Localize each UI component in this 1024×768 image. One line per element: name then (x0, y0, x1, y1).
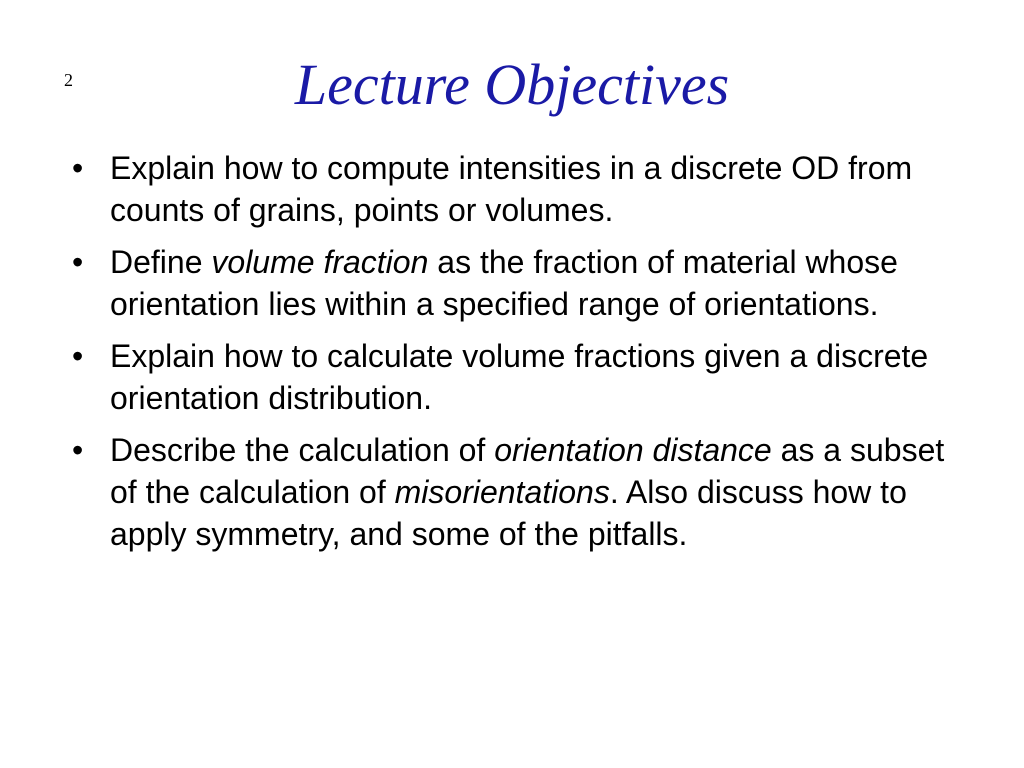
slide-number: 2 (64, 70, 73, 90)
bullet-text: Define volume fraction as the fraction of material whose orientation lies within a specified range of orientations. (110, 244, 898, 322)
emphasis-term: orientation distance (494, 432, 772, 468)
bullet-marker: • (72, 432, 84, 468)
bullet-item-3 (70, 335, 970, 419)
bullet-marker: • (72, 244, 84, 280)
bullet-text: Explain how to compute intensities in a discrete OD from counts of grains, points or volumes. (110, 150, 913, 228)
bullet-text: Explain how to calculate volume fractions given a discrete orientation distribution. (110, 338, 929, 416)
bullet-marker: • (72, 150, 84, 186)
emphasis-term: misorientations (394, 474, 610, 510)
slide-title: Lecture Objectives (294, 52, 730, 117)
bullet-item-1 (70, 147, 970, 231)
bullet-item-4 (70, 429, 970, 555)
bullet-text: Describe the calculation of orientation distance as a subset of the calculation of misorientations. Also discuss how to apply symmetry, and some of the pitfalls. (110, 432, 945, 552)
bullet-marker: • (72, 338, 84, 374)
bullet-list (70, 147, 970, 565)
bullet-item-2 (70, 241, 970, 325)
emphasis-term: volume fraction (211, 244, 429, 280)
